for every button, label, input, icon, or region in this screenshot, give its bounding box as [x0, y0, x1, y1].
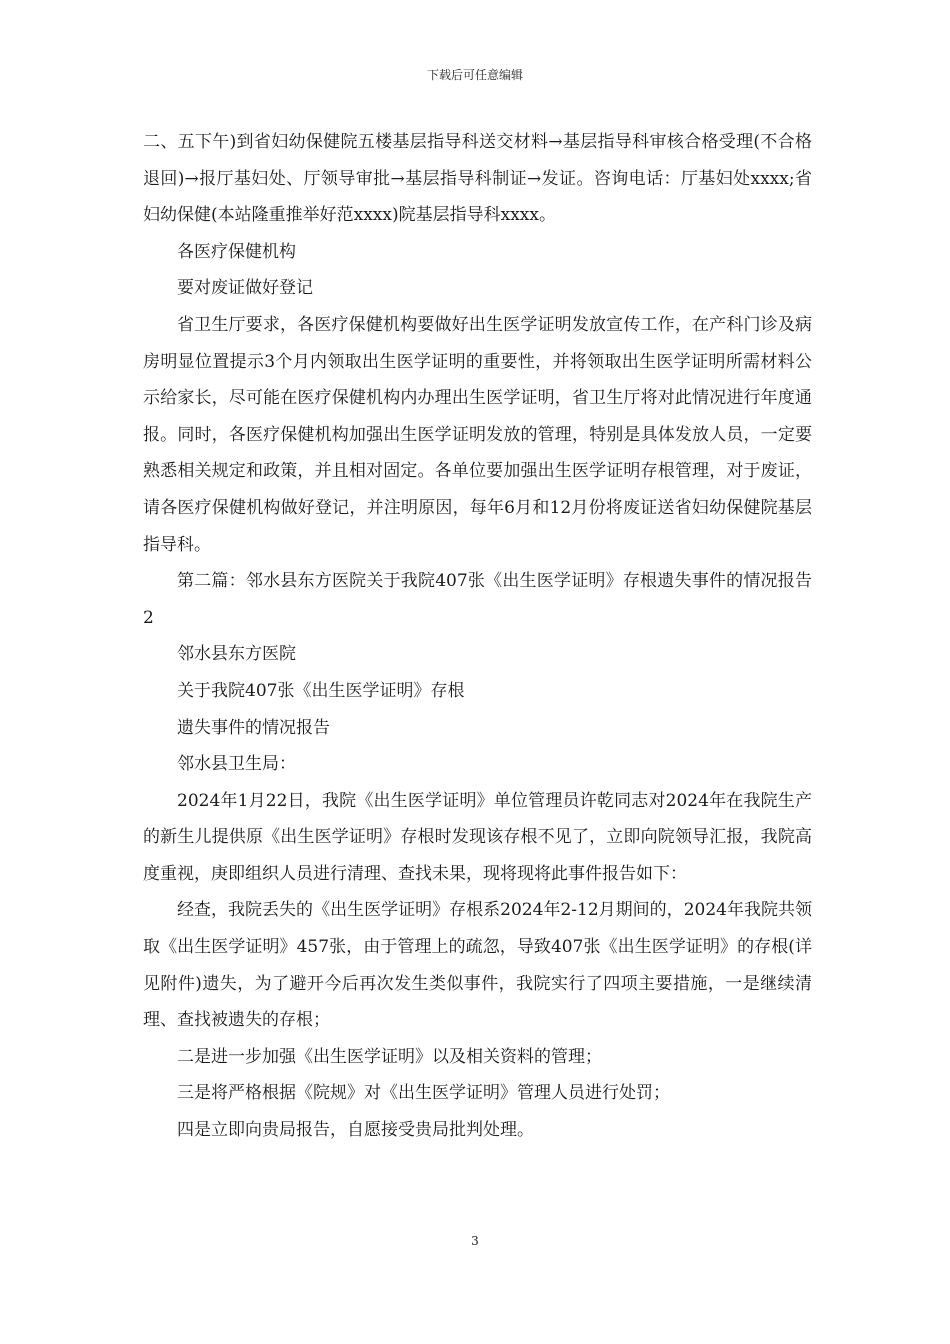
paragraph-submission-process: 二、五下午)到省妇幼保健院五楼基层指导科送交材料→基层指导科审核合格受理(不合格退回)→报厅基妇处、厅领导审批→基层指导科制证→发证。咨询电话：厅基妇处xxxx;省妇幼保健(本站隆重推举好范xxxx)院基层指导科xxxx。 — [143, 132, 812, 226]
paragraph-report-title-line2: 遗失事件的情况报告 — [177, 717, 330, 738]
paragraph-measure-two: 二是进一步加强《出生医学证明》以及相关资料的管理； — [177, 1046, 602, 1067]
paragraph-investigation-findings: 经查，我院丢失的《出生医学证明》存根系2024年2-12月期间的，2024年我院共领取《出生医学证明》457张，由于管理上的疏忽，导致407张《出生医学证明》的存根(详见附件)遗失，为了避开今后再次发生类似事件，我院实行了四项主要措施，一是继续清理、查找被遗失的存根； — [143, 900, 812, 1031]
paragraph-heading-institutions: 各医疗保健机构 — [177, 241, 296, 262]
page-header: 下载后可任意编辑 — [426, 68, 523, 82]
paragraph-health-dept-requirements: 省卫生厅要求，各医疗保健机构要做好出生医学证明发放宣传工作，在产科门诊及病房明显位置提示3个月内领取出生医学证明的重要性，并将领取出生医学证明所需材料公示给家长，尽可能在医疗保健机构内办理出生医学证明，省卫生厅将对此情况进行年度通报。同时，各医疗保健机构加强出生医学证明发放的管理，特别是具体发放人员，一定要熟悉相关规定和政策，并且相对固定。各单位要加强出生医学证明存根管理，对于废证，请各医疗保健机构做好登记，并注明原因，每年6月和12月份将废证送省妇幼保健院基层指导科。 — [143, 314, 812, 555]
paragraph-measure-three: 三是将严格根据《院规》对《出生医学证明》管理人员进行处罚； — [177, 1083, 670, 1104]
paragraph-heading-void-certificates: 要对废证做好登记 — [177, 278, 313, 299]
page-number: 3 — [471, 1234, 479, 1248]
paragraph-incident-description: 2024年1月22日，我院《出生医学证明》单位管理员许乾同志对2024年在我院生产的新生儿提供原《出生医学证明》存根时发现该存根不见了，立即向院领导汇报，我院高度重视，庚即组织人员进行清理、查找未果，现将现将此事件报告如下： — [143, 790, 812, 884]
paragraph-second-article-title: 第二篇：邻水县东方医院关于我院407张《出生医学证明》存根遗失事件的情况报告2 — [143, 571, 812, 628]
paragraph-report-title-line1: 关于我院407张《出生医学证明》存根 — [177, 680, 465, 701]
paragraph-hospital-name: 邻水县东方医院 — [177, 644, 296, 665]
document-body — [143, 124, 812, 1149]
paragraph-addressee: 邻水县卫生局： — [177, 754, 296, 775]
paragraph-measure-four: 四是立即向贵局报告，自愿接受贵局批判处理。 — [177, 1120, 534, 1141]
